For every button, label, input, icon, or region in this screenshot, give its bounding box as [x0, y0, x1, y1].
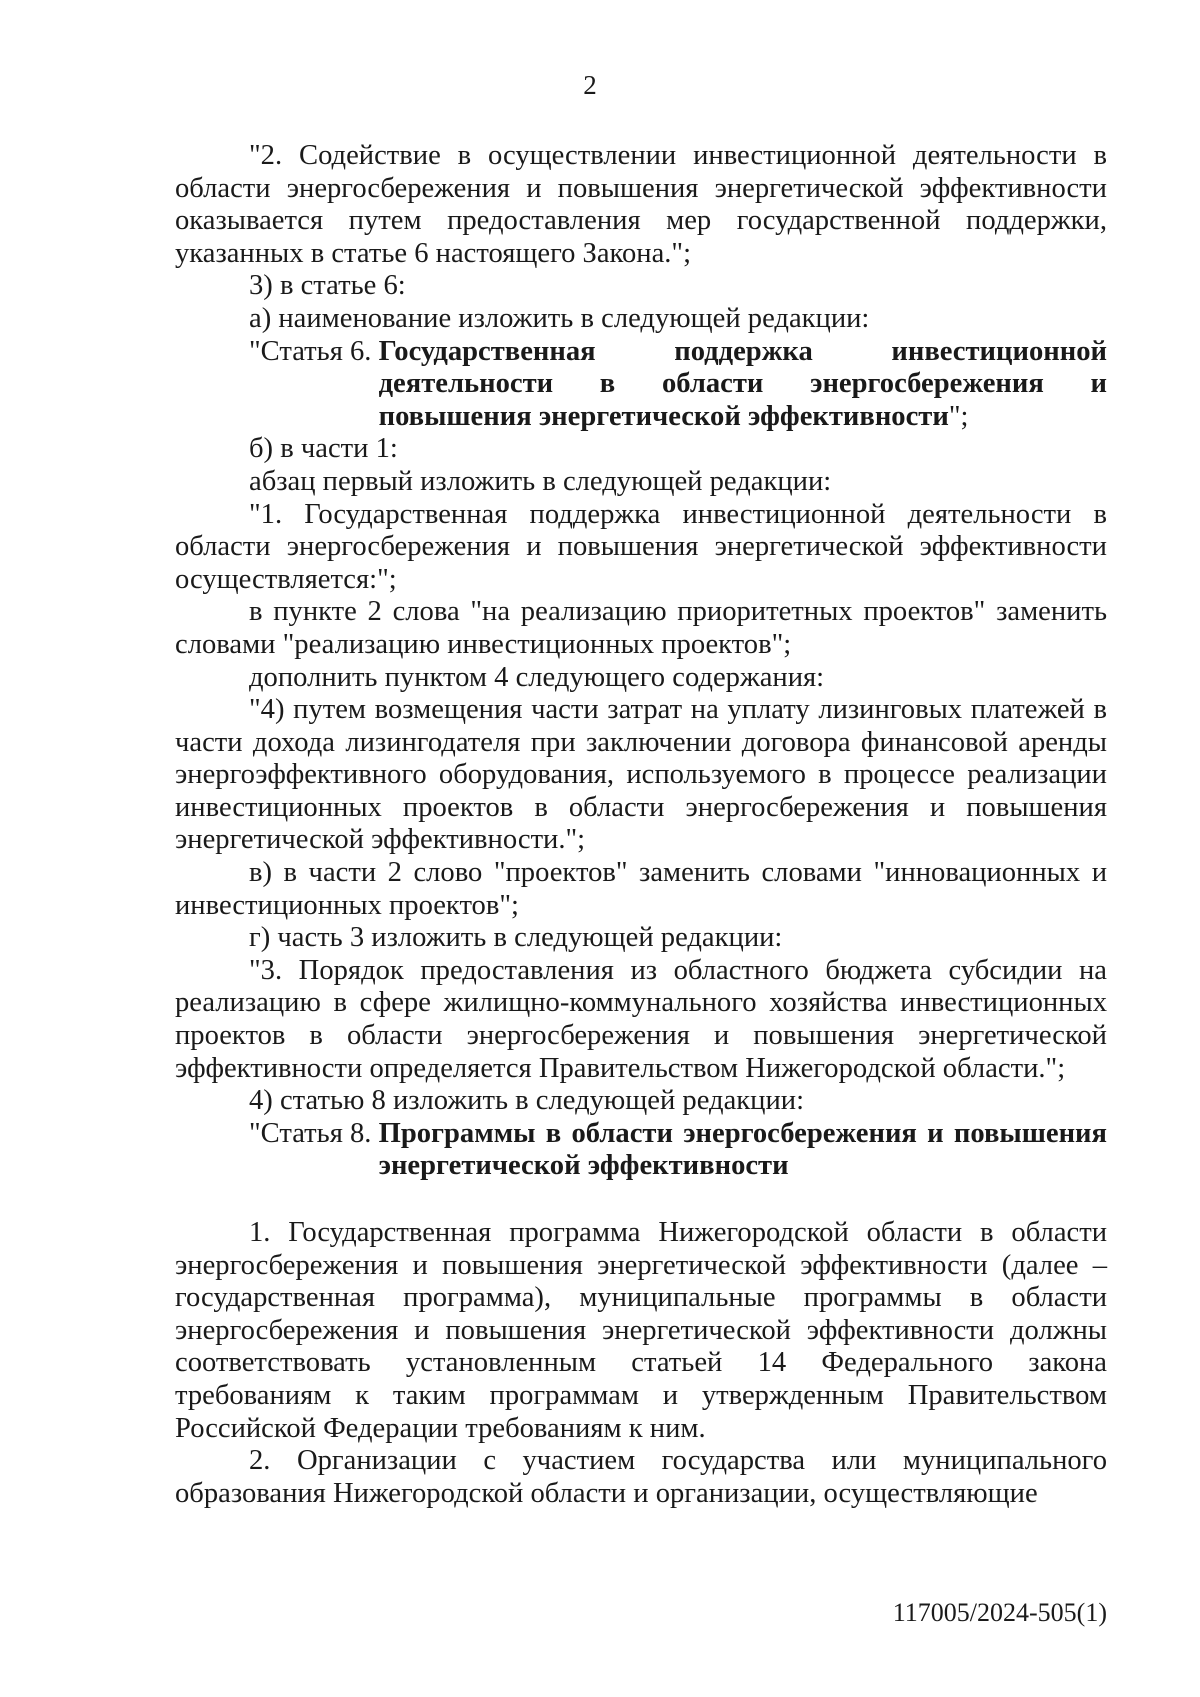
paragraph: в пункте 2 слова "на реализацию приоритетных проектов" заменить словами "реализацию инвестиционных проектов"; [175, 596, 1107, 660]
paragraph: 1. Государственная программа Нижегородской области в области энергосбережения и повышения энергетической эффективности (далее – государственная программа), муниципальные программы в области энергосбережения и повышения энергетической эффективности должны соответствовать установленным статьей 14 Федерального закона требованиям к таким программам и утвержденным Правительством Российской Федерации требованиям к ним. [175, 1217, 1107, 1444]
article-title [379, 336, 1107, 434]
article-8-heading [175, 1118, 1107, 1183]
paragraph: в) в части 2 слово "проектов" заменить словами "инновационных и инвестиционных проектов"; [175, 857, 1107, 921]
article-title-last-text: повышения энергетической эффективности [378, 400, 949, 432]
paragraph: "2. Содействие в осуществлении инвестиционной деятельности в области энергосбережения и повышения энергетической эффективности оказывается путем предоставления мер государственной поддержки, указанных в статье 6 настоящего Закона."; [175, 140, 1107, 269]
paragraph: а) наименование изложить в следующей редакции: [249, 302, 870, 334]
paragraph: "1. Государственная поддержка инвестиционной деятельности в области энергосбережения и повышения энергетической эффективности осуществляется:"; [175, 498, 1107, 595]
article-title-last-line [379, 401, 1107, 434]
document-body [175, 140, 1107, 1510]
paragraph: "3. Порядок предоставления из областного бюджета субсидии на реализацию в сфере жилищно-коммунального хозяйства инвестиционных проектов в области энергосбережения и повышения энергетической эффективности определяется Правительством Нижегородской области."; [175, 954, 1107, 1084]
paragraph: г) часть 3 изложить в следующей редакции: [249, 922, 783, 954]
article-title: Программы в области энергосбережения и повышения энергетической эффективности [378, 1117, 1107, 1182]
paragraph: "4) путем возмещения части затрат на уплату лизинговых платежей в части дохода лизингодателя при заключении договора финансовой аренды энергоэффективного оборудования, используемого в процессе реализации инвестиционных проектов в области энергосбережения и повышения энергетической эффективности."; [175, 694, 1107, 856]
paragraph: б) в части 1: [249, 433, 398, 465]
paragraph: 4) статью 8 изложить в следующей редакции: [249, 1085, 805, 1117]
article-6-heading [175, 336, 1107, 434]
blank-line [175, 1183, 1107, 1217]
page-number: 2 [583, 70, 597, 100]
paragraph: дополнить пунктом 4 следующего содержания: [249, 661, 825, 693]
paragraph: абзац первый изложить в следующей редакции: [249, 465, 832, 497]
article-label: "Статья 6. [249, 335, 379, 367]
paragraph: 3) в статье 6: [249, 270, 406, 302]
paragraph: 2. Организации с участием государства или муниципального образования Нижегородской области и организации, осуществляющие [175, 1445, 1107, 1509]
article-label: "Статья 8. [249, 1117, 379, 1149]
document-code: 117005/2024-505(1) [892, 1598, 1107, 1627]
article-title-tail: "; [948, 400, 969, 432]
article-title-text: Государственная поддержка инвестиционной деятельности в области энергосбережения и [378, 335, 1107, 400]
